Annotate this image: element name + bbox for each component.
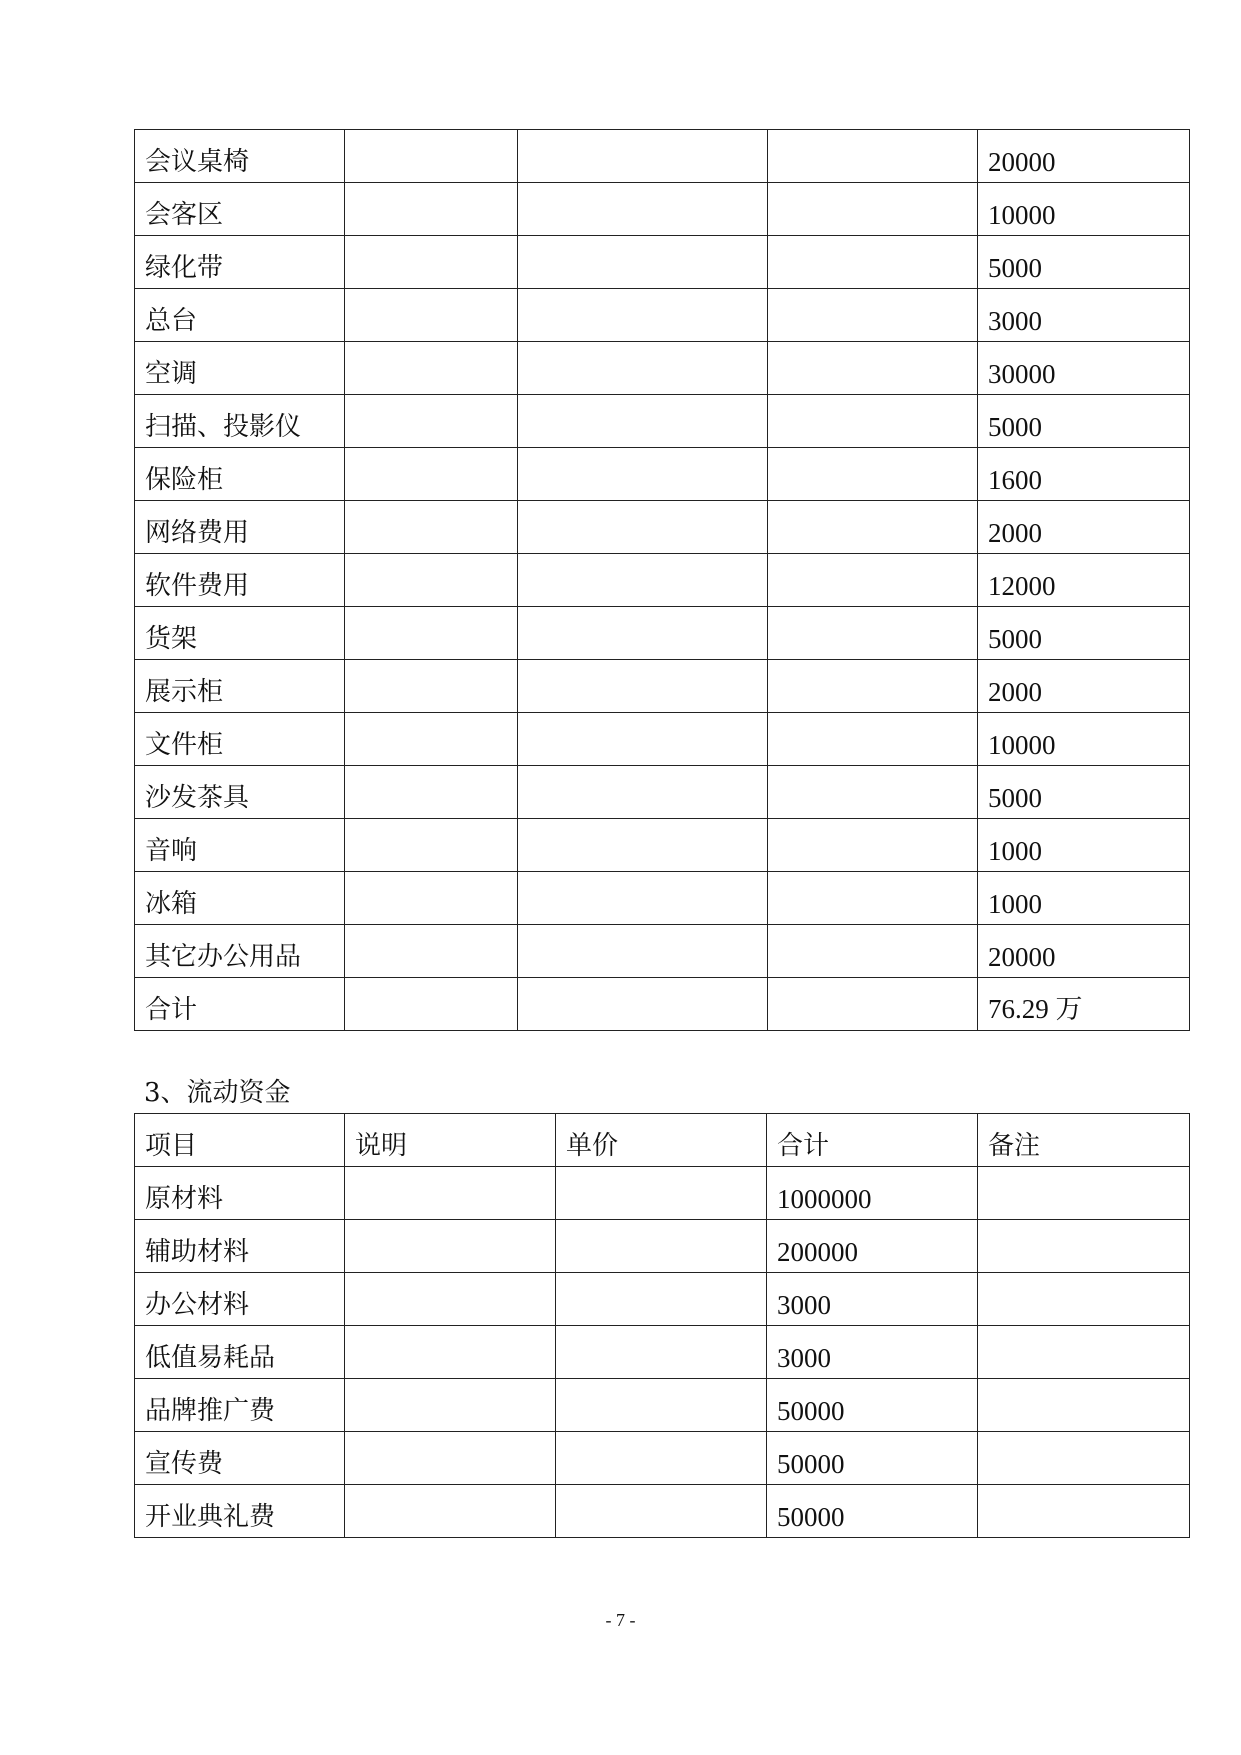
empty-cell bbox=[518, 501, 768, 554]
item-cell: 低值易耗品 bbox=[135, 1326, 345, 1379]
empty-cell bbox=[345, 448, 518, 501]
empty-cell bbox=[768, 872, 978, 925]
table-row bbox=[135, 1379, 1190, 1432]
amount-cell: 10000 bbox=[978, 183, 1190, 236]
item-cell: 货架 bbox=[135, 607, 345, 660]
empty-cell bbox=[768, 925, 978, 978]
table-row bbox=[135, 236, 1190, 289]
empty-cell bbox=[556, 1167, 767, 1220]
empty-cell bbox=[556, 1326, 767, 1379]
empty-cell bbox=[345, 1485, 556, 1538]
empty-cell bbox=[768, 766, 978, 819]
empty-cell bbox=[768, 236, 978, 289]
item-cell: 扫描、投影仪 bbox=[135, 395, 345, 448]
empty-cell bbox=[768, 819, 978, 872]
table-row bbox=[135, 1273, 1190, 1326]
empty-cell bbox=[556, 1379, 767, 1432]
empty-cell bbox=[345, 395, 518, 448]
section-heading: 3、流动资金 bbox=[144, 1078, 291, 1108]
amount-cell: 10000 bbox=[978, 713, 1190, 766]
table-row bbox=[135, 978, 1190, 1031]
header-total: 合计 bbox=[767, 1114, 978, 1167]
empty-cell bbox=[345, 236, 518, 289]
empty-cell bbox=[978, 1379, 1190, 1432]
item-cell: 保险柜 bbox=[135, 448, 345, 501]
header-description: 说明 bbox=[345, 1114, 556, 1167]
empty-cell bbox=[978, 1167, 1190, 1220]
total-cell: 50000 bbox=[767, 1485, 978, 1538]
item-cell: 品牌推广费 bbox=[135, 1379, 345, 1432]
empty-cell bbox=[768, 607, 978, 660]
empty-cell bbox=[518, 978, 768, 1031]
table-row bbox=[135, 1167, 1190, 1220]
empty-cell bbox=[978, 1432, 1190, 1485]
header-item: 项目 bbox=[135, 1114, 345, 1167]
empty-cell bbox=[768, 501, 978, 554]
empty-cell bbox=[556, 1432, 767, 1485]
item-cell: 总台 bbox=[135, 289, 345, 342]
total-cell: 50000 bbox=[767, 1379, 978, 1432]
amount-cell: 30000 bbox=[978, 342, 1190, 395]
header-unit-price: 单价 bbox=[556, 1114, 767, 1167]
item-cell: 绿化带 bbox=[135, 236, 345, 289]
item-cell: 办公材料 bbox=[135, 1273, 345, 1326]
empty-cell bbox=[518, 607, 768, 660]
item-cell: 原材料 bbox=[135, 1167, 345, 1220]
item-cell: 空调 bbox=[135, 342, 345, 395]
amount-cell: 76.29 万 bbox=[978, 978, 1190, 1031]
amount-cell: 20000 bbox=[978, 130, 1190, 183]
empty-cell bbox=[768, 660, 978, 713]
table-header-row bbox=[135, 1114, 1190, 1167]
amount-cell: 12000 bbox=[978, 554, 1190, 607]
empty-cell bbox=[345, 183, 518, 236]
equipment-cost-table bbox=[134, 129, 1190, 1031]
empty-cell bbox=[345, 1167, 556, 1220]
table-row bbox=[135, 872, 1190, 925]
empty-cell bbox=[518, 766, 768, 819]
empty-cell bbox=[345, 766, 518, 819]
amount-cell: 20000 bbox=[978, 925, 1190, 978]
empty-cell bbox=[768, 448, 978, 501]
empty-cell bbox=[768, 130, 978, 183]
working-capital-table-body bbox=[135, 1167, 1190, 1538]
empty-cell bbox=[768, 978, 978, 1031]
empty-cell bbox=[518, 925, 768, 978]
item-cell: 宣传费 bbox=[135, 1432, 345, 1485]
table-row bbox=[135, 713, 1190, 766]
table-row bbox=[135, 130, 1190, 183]
empty-cell bbox=[345, 607, 518, 660]
amount-cell: 1000 bbox=[978, 819, 1190, 872]
item-cell: 软件费用 bbox=[135, 554, 345, 607]
empty-cell bbox=[518, 819, 768, 872]
amount-cell: 1000 bbox=[978, 872, 1190, 925]
amount-cell: 5000 bbox=[978, 607, 1190, 660]
item-cell: 展示柜 bbox=[135, 660, 345, 713]
empty-cell bbox=[518, 660, 768, 713]
item-cell: 文件柜 bbox=[135, 713, 345, 766]
empty-cell bbox=[768, 395, 978, 448]
empty-cell bbox=[518, 554, 768, 607]
item-cell: 辅助材料 bbox=[135, 1220, 345, 1273]
empty-cell bbox=[556, 1273, 767, 1326]
empty-cell bbox=[345, 872, 518, 925]
empty-cell bbox=[345, 1326, 556, 1379]
table-row bbox=[135, 342, 1190, 395]
empty-cell bbox=[345, 660, 518, 713]
equipment-cost-table-body bbox=[135, 130, 1190, 1031]
empty-cell bbox=[518, 289, 768, 342]
empty-cell bbox=[978, 1220, 1190, 1273]
table-row bbox=[135, 766, 1190, 819]
table-row bbox=[135, 501, 1190, 554]
empty-cell bbox=[345, 1379, 556, 1432]
amount-cell: 1600 bbox=[978, 448, 1190, 501]
working-capital-table bbox=[134, 1113, 1190, 1538]
table-row bbox=[135, 1220, 1190, 1273]
table-row bbox=[135, 289, 1190, 342]
empty-cell bbox=[345, 554, 518, 607]
empty-cell bbox=[345, 713, 518, 766]
table-row bbox=[135, 1432, 1190, 1485]
empty-cell bbox=[518, 183, 768, 236]
empty-cell bbox=[518, 236, 768, 289]
table-row bbox=[135, 660, 1190, 713]
amount-cell: 2000 bbox=[978, 501, 1190, 554]
amount-cell: 5000 bbox=[978, 236, 1190, 289]
item-cell: 沙发茶具 bbox=[135, 766, 345, 819]
amount-cell: 3000 bbox=[978, 289, 1190, 342]
empty-cell bbox=[345, 1432, 556, 1485]
empty-cell bbox=[518, 130, 768, 183]
empty-cell bbox=[345, 1220, 556, 1273]
empty-cell bbox=[345, 1273, 556, 1326]
item-cell: 会客区 bbox=[135, 183, 345, 236]
empty-cell bbox=[768, 183, 978, 236]
table-row bbox=[135, 1326, 1190, 1379]
amount-cell: 2000 bbox=[978, 660, 1190, 713]
item-cell: 音响 bbox=[135, 819, 345, 872]
empty-cell bbox=[518, 872, 768, 925]
empty-cell bbox=[345, 978, 518, 1031]
table-row bbox=[135, 925, 1190, 978]
empty-cell bbox=[518, 395, 768, 448]
empty-cell bbox=[345, 342, 518, 395]
total-cell: 1000000 bbox=[767, 1167, 978, 1220]
header-remarks: 备注 bbox=[978, 1114, 1190, 1167]
table-row bbox=[135, 607, 1190, 660]
total-cell: 3000 bbox=[767, 1326, 978, 1379]
item-cell: 其它办公用品 bbox=[135, 925, 345, 978]
empty-cell bbox=[518, 342, 768, 395]
table-row bbox=[135, 1485, 1190, 1538]
empty-cell bbox=[556, 1485, 767, 1538]
total-cell: 3000 bbox=[767, 1273, 978, 1326]
table-row bbox=[135, 183, 1190, 236]
empty-cell bbox=[768, 554, 978, 607]
empty-cell bbox=[978, 1273, 1190, 1326]
amount-cell: 5000 bbox=[978, 395, 1190, 448]
table-row bbox=[135, 395, 1190, 448]
empty-cell bbox=[345, 501, 518, 554]
table-row bbox=[135, 554, 1190, 607]
empty-cell bbox=[345, 289, 518, 342]
empty-cell bbox=[768, 342, 978, 395]
empty-cell bbox=[345, 819, 518, 872]
amount-cell: 5000 bbox=[978, 766, 1190, 819]
item-cell: 冰箱 bbox=[135, 872, 345, 925]
empty-cell bbox=[345, 925, 518, 978]
table-row bbox=[135, 819, 1190, 872]
empty-cell bbox=[978, 1326, 1190, 1379]
empty-cell bbox=[518, 448, 768, 501]
empty-cell bbox=[556, 1220, 767, 1273]
total-cell: 50000 bbox=[767, 1432, 978, 1485]
empty-cell bbox=[768, 289, 978, 342]
table-row bbox=[135, 448, 1190, 501]
item-cell: 会议桌椅 bbox=[135, 130, 345, 183]
empty-cell bbox=[978, 1485, 1190, 1538]
page-number: - 7 - bbox=[605, 1610, 636, 1630]
total-cell: 200000 bbox=[767, 1220, 978, 1273]
item-cell: 网络费用 bbox=[135, 501, 345, 554]
empty-cell bbox=[768, 713, 978, 766]
empty-cell bbox=[345, 130, 518, 183]
empty-cell bbox=[518, 713, 768, 766]
item-cell: 开业典礼费 bbox=[135, 1485, 345, 1538]
item-cell: 合计 bbox=[135, 978, 345, 1031]
